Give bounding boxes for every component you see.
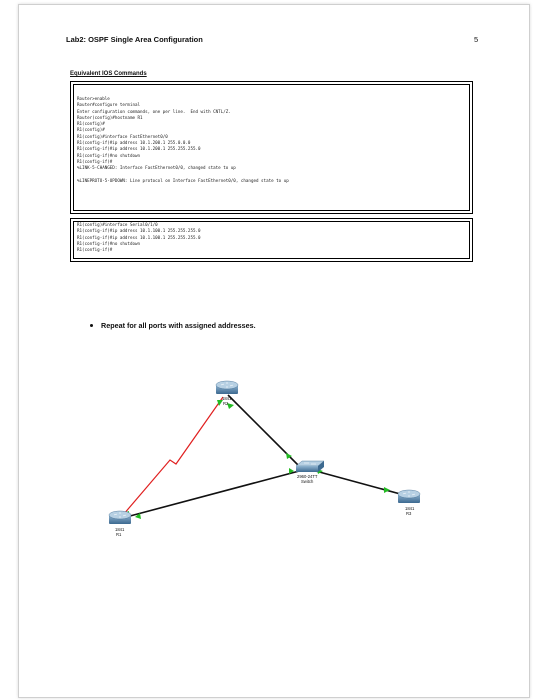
command-line: R1(config-if)#no shutdown [77, 240, 141, 246]
command-line: R1(config)#interface Serial0/1/0 [77, 222, 158, 227]
command-line: R1(config-if)#ip address 10.1.100.1 255.255.255.0 [77, 234, 201, 240]
router-r3-name: R3 [406, 511, 412, 516]
router-r2-icon[interactable] [216, 381, 238, 394]
router-r2-model: 1841 [222, 396, 232, 401]
router-r2-name: R2 [223, 401, 229, 406]
command-line: R1(config-if)#ip address 10.1.100.1 255.255.255.0 [77, 228, 201, 234]
page-number: 5 [474, 35, 479, 44]
section-heading: Equivalent IOS Commands [70, 71, 147, 77]
link-status-arrow [384, 487, 390, 493]
command-line: R1(config-if)#no shutdown [77, 152, 141, 158]
command-line: R1(config)#interface FastEthernet0/0 [77, 133, 168, 139]
command-line: %LINK-5-CHANGED: Interface FastEthernet0/0, changed state to up [77, 165, 236, 171]
command-line: %LINEPROTO-5-UPDOWN: Line protocol on Interface FastEthernet0/0, changed state to up [77, 177, 289, 183]
command-line: Router>enable [77, 96, 110, 101]
serial-link-r1-r2 [123, 397, 223, 515]
switch-model: 2960-24TT [297, 474, 318, 479]
ethernet-link-r2-switch [228, 395, 303, 470]
switch-icon[interactable] [296, 461, 324, 472]
command-line: R1(config-if)# [77, 247, 113, 253]
switch-name: Switch [301, 479, 314, 484]
router-r1-name: R1 [116, 532, 122, 537]
ethernet-link-switch-r3 [312, 470, 404, 495]
command-line: R1(config)# [77, 127, 105, 133]
command-line: R1(config-if)#ip address 10.1.200.1 255.0.0.0 [77, 140, 191, 146]
command-line: R1(config-if)#ip address 10.1.200.1 255.255.255.0 [77, 146, 201, 152]
command-line: R1(config)# [77, 121, 105, 127]
bullet-text: Repeat for all ports with assigned addresses. [101, 321, 256, 330]
command-line: Router(config)#hostname R1 [77, 114, 143, 120]
header-title: Lab2: OSPF Single Area Configuration [66, 35, 203, 44]
router-r1-model: 1841 [115, 527, 125, 532]
command-line: Router#configure terminal [77, 102, 141, 108]
router-r1-icon[interactable] [109, 511, 131, 524]
command-line: Enter configuration commands, one per line. End with CNTL/Z. [77, 108, 231, 114]
router-r3-model: 1841 [405, 506, 415, 511]
command-line: R1(config-if)# [77, 158, 113, 164]
router-r3-icon[interactable] [398, 490, 420, 503]
